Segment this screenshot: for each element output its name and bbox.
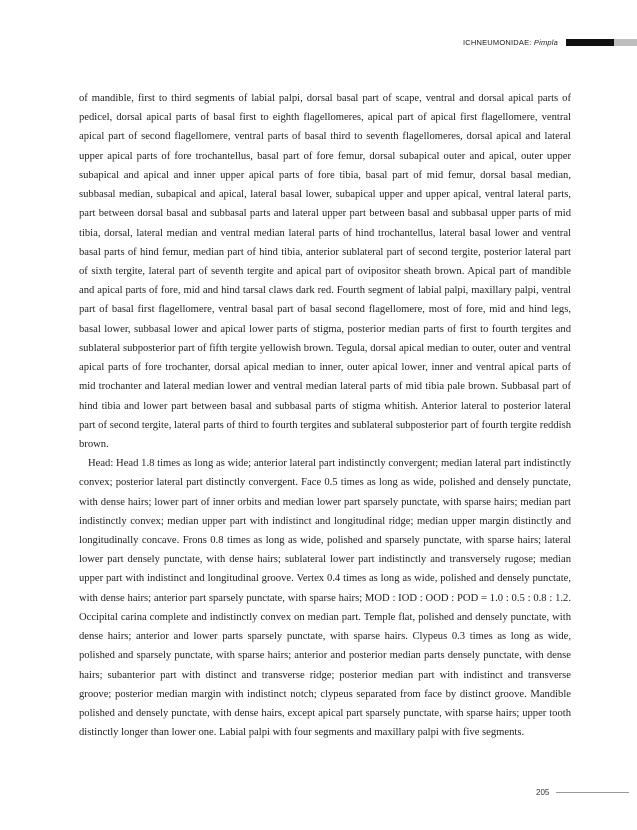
paragraph-coloration: of mandible, first to third segments of labial palpi, dorsal basal part of scape, ventral and dorsal apical parts of pedicel, dorsal apical parts of basal first to eighth flagellomeres, apical part of apical first flagellomere, ventral apical part of second flagellomere, ventral parts of basal third to seventh flagellomeres, dorsal apical and lateral upper apical parts of fore trochantellus, basal part of fore femur, dorsal subapical outer and apical, outer upper subapical and apical and inner upper apical parts of fore tibia, basal part of mid femur, dorsal basal median, subbasal median, subapical and apical, lateral basal lower, subapical upper and upper apical, ventral lateral parts, part between dorsal basal and subbasal parts and lateral upper part between basal and subbasal upper parts of mid tibia, dorsal, lateral median and ventral median lateral parts of hind trochantellus, lateral basal lower and ventral basal parts of hind femur, median part of hind tibia, anterior sublateral part of second tergite, posterior lateral part of sixth tergite, lateral part of seventh tergite and apical part of ovipositor sheath brown. Apical part of mandible and apical parts of fore, mid and hind tarsal claws dark red. Fourth segment of labial palpi, maxillary palpi, ventral part of basal first flagellomere, ventral basal part of basal second flagellomere, most of fore, mid and hind legs, basal lower, subbasal lower and apical lower parts of stigma, posterior median parts of first to fourth tergites and sublateral subposterior part of fifth tergite yellowish brown. Tegula, dorsal apical median to outer, outer and ventral apical parts of fore trochanter, dorsal apical median to inner, outer apical lower, inner and ventral apical parts of mid trochanter and lateral median lower and ventral median lateral parts of mid tibia pale brown. Subbasal part of hind tibia and lower part between basal and subbasal parts of stigma whitish. Anterior lateral to posterior lateral part of second tergite, lateral parts of third to fourth tergites and sublateral subposterior part of fourth tergite reddish brown. [79,93,571,450]
page-footer [536,786,629,798]
footer-rule [556,792,629,793]
header-family: ICHNEUMONIDAE: [462,37,532,47]
body-text [79,89,571,742]
header-bar-grey [614,39,637,46]
running-header [463,37,637,47]
header-genus: Pimpla [533,37,558,47]
header-bar-black [566,39,614,46]
paragraph-head: Head: Head 1.8 times as long as wide; anterior lateral part indistinctly convergent; median lateral part indistinctly convex; posterior lateral part distinctly convergent. Face 0.5 times as long as wide, polished and densely punctate, with dense hairs; lower part of inner orbits and median lower part sparsely punctate, with sparse hairs; median part indistinctly convex; median upper part with indistinct and longitudinal ridge; median upper margin distinctly and longitudinally concave. Frons 0.8 times as long as wide, polished and sparsely punctate, with sparse hairs; lateral lower part densely punctate, with dense hairs; sublateral lower part indistinctly and transversely rugose; median upper part with indistinct and longitudinal groove. Vertex 0.4 times as long as wide, polished and densely punctate, with dense hairs; anterior part sparsely punctate, with sparse hairs; MOD : IOD : OOD : POD = 1.0 : 0.5 : 0.8 : 1.2. Occipital carina complete and indistinctly convex on median part. Temple flat, polished and densely punctate, with dense hairs; anterior and lower parts sparsely punctate, with sparse hairs. Clypeus 0.3 times as long as wide, polished and sparsely punctate, with sparse hairs; anterior and posterior median parts densely punctate, with dense hairs; subanterior part with distinct and transverse ridge; posterior median part with indistinct and transverse groove; posterior median margin with indistinct notch; clypeus separated from face by distinct groove. Mandible polished and densely punctate, with dense hairs, except apical part sparsely punctate, with sparse hairs; upper tooth distinctly longer than lower one. Labial palpi with four segments and maxillary palpi with five segments. [79,458,571,739]
running-header-title [463,38,558,47]
page-number: 205 [536,787,550,797]
